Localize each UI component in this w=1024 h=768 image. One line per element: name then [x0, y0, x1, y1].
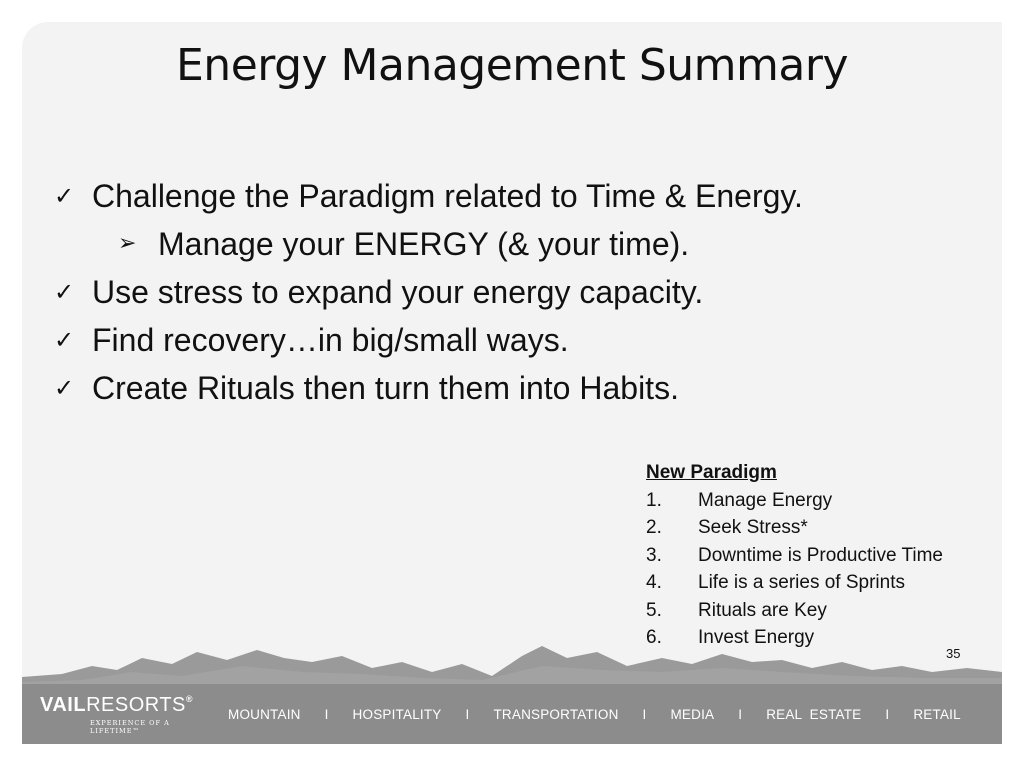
new-paradigm-title: New Paradigm [646, 462, 777, 483]
division-transportation: TRANSPORTATION [493, 706, 619, 722]
division-real-estate: REAL ESTATE [766, 706, 862, 722]
brand-light: RESORTS [86, 693, 186, 716]
separator: I [885, 706, 890, 722]
page-number: 35 [946, 646, 961, 661]
list-item [646, 569, 1002, 597]
check-icon: ✓ [54, 326, 75, 354]
registered-mark: ® [185, 693, 194, 704]
bullet-text: Find recovery…in big/small ways. [92, 322, 569, 358]
list-text: Downtime is Productive Time [698, 544, 943, 566]
division-retail: RETAIL [913, 706, 961, 722]
list-text: Life is a series of Sprints [698, 572, 905, 593]
bullet-text: Challenge the Paradigm related to Time & Energy. [92, 178, 803, 214]
brand-name [40, 694, 193, 717]
separator: I [642, 706, 647, 722]
check-icon: ✓ [54, 278, 75, 306]
separator: I [738, 706, 743, 722]
brand-bold: VAIL [40, 693, 87, 716]
separator: I [465, 706, 470, 722]
list-item [646, 542, 1002, 570]
slide-title: Energy Management Summary [176, 40, 848, 91]
list-text: Manage Energy [698, 489, 833, 511]
brand-tagline: EXPERIENCE OF A LIFETIME™ [90, 718, 170, 735]
list-number: 2. [646, 517, 662, 538]
check-icon: ✓ [54, 374, 75, 402]
footer-bar [22, 684, 1002, 744]
bullet-text: Manage your ENERGY (& your time). [158, 226, 690, 262]
bullet-item [52, 364, 952, 412]
division-list [228, 707, 961, 722]
separator: I [324, 706, 329, 722]
list-text: Seek Stress* [698, 517, 808, 538]
bullet-text: Use stress to expand your energy capacity. [92, 274, 704, 310]
list-text: Invest Energy [698, 627, 815, 648]
list-item [646, 597, 1002, 625]
arrow-bullet-icon: ➢ [118, 231, 137, 256]
list-number: 1. [646, 489, 662, 511]
division-mountain: MOUNTAIN [228, 706, 301, 722]
list-number: 3. [646, 544, 662, 566]
slide [22, 22, 1002, 744]
list-item [646, 514, 1002, 542]
check-icon: ✓ [54, 182, 75, 210]
list-number: 4. [646, 572, 662, 593]
division-media: MEDIA [670, 706, 715, 722]
sub-bullet-item [52, 220, 952, 268]
list-number: 5. [646, 599, 662, 621]
bullet-item [52, 268, 952, 316]
list-item [646, 487, 1002, 515]
list-text: Rituals are Key [698, 599, 827, 621]
bullet-item [52, 316, 952, 364]
division-hospitality: HOSPITALITY [352, 706, 442, 722]
bullet-item [52, 172, 952, 220]
bullet-text: Create Rituals then turn them into Habits. [92, 370, 679, 406]
vail-resorts-logo [40, 694, 206, 735]
bullet-list [52, 172, 952, 412]
list-number: 6. [646, 627, 662, 648]
